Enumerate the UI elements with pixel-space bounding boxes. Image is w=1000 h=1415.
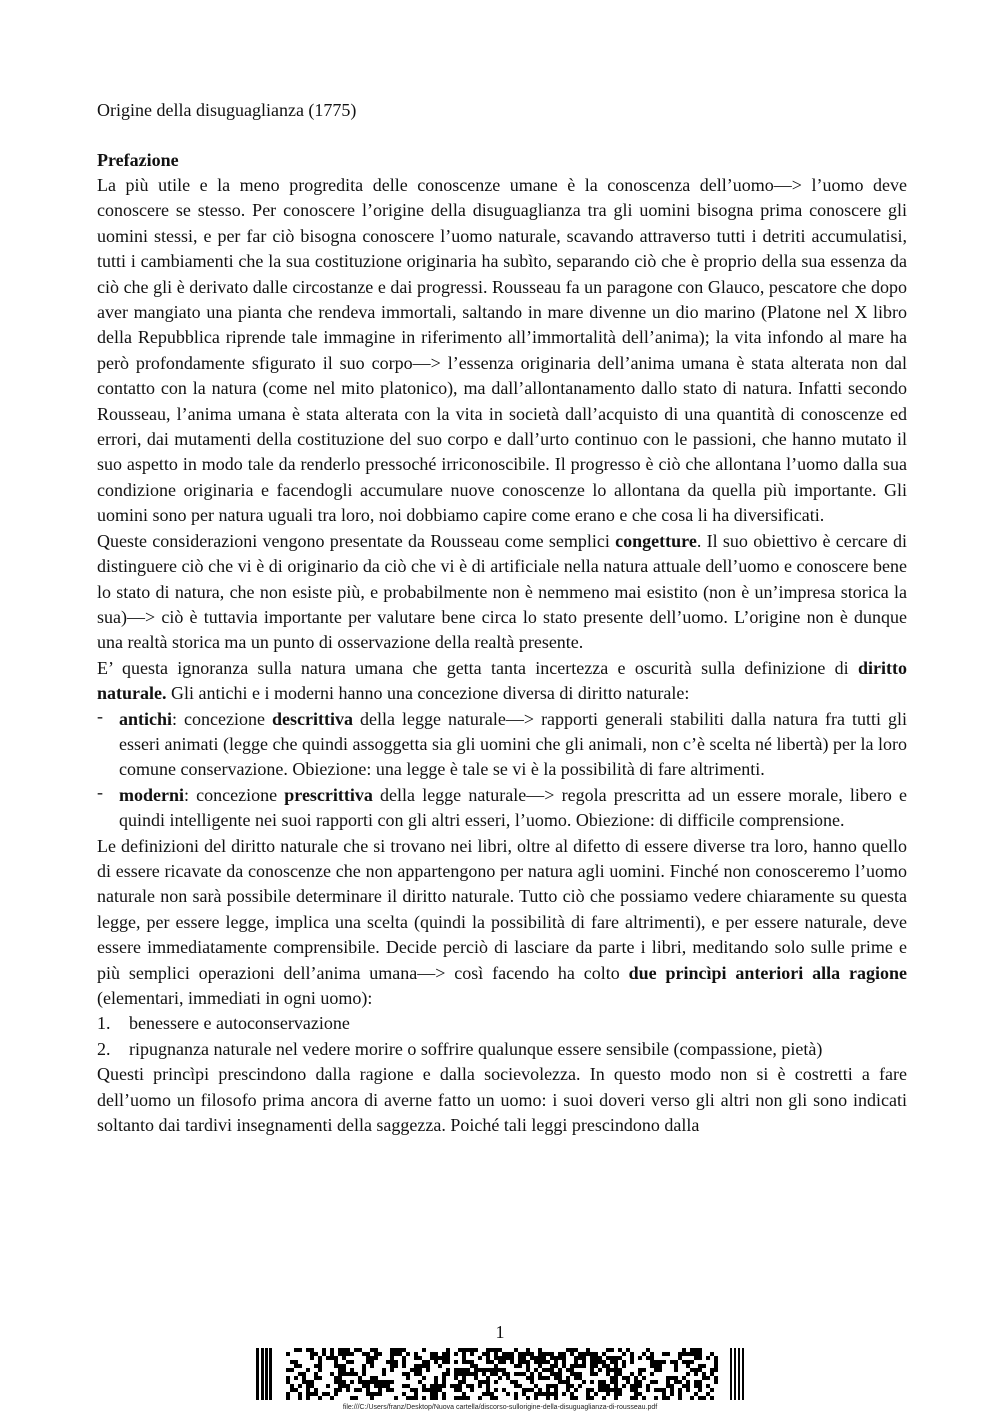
bold-term: due princìpi anteriori alla ragione	[628, 962, 907, 983]
list-item: 2. ripugnanza naturale nel vedere morire o soffrire qualunque essere sensibile (compassione, pietà)	[97, 1037, 907, 1062]
bold-term: diritto naturale.	[97, 657, 907, 704]
document-title: Origine della disuguaglianza (1775)	[97, 100, 357, 120]
bold-term: congetture	[615, 530, 697, 551]
paragraph-4: Le definizioni del diritto naturale che si trovano nei libri, oltre al difetto di essere diverse tra loro, hanno quello di essere ricavate da conoscenze che non appartengono per natura agli uomini. Finché non conosceremo l’uomo naturale non sarà possibile determinare il diritto naturale. Tutto ciò che possiamo vedere chiaramente su questa legge, per essere legge, implica una scelta (quindi la possibilità di fare altrimenti), e per essere naturale, deve essere immediatamente comprensibile. Decide perciò di lasciare da parte i libri, meditando solo sulle prime e più semplici operazioni dell’anima umana—> così facendo ha colto due princìpi anteriori alla ragione (elementari, immediati in ogni uomo):	[97, 835, 907, 1008]
paragraph-2: Queste considerazioni vengono presentate da Rousseau come semplici congetture. Il suo obiettivo è cercare di distinguere ciò che vi è di originario da ciò che vi è di artificiale nella natura attuale dell’uomo e conoscere bene lo stato di natura, che non esiste più, e probabilmente non è nemmeno mai esistito (non è un’impresa storica la sua)—> ciò è tuttavia importante per valutare bene circa lo stato presente dell’uomo. L’origine non è dunque una realtà storica ma un punto di osservazione della realtà presente.	[97, 530, 907, 653]
document-body	[97, 98, 907, 1138]
bullet-marker: -	[97, 781, 103, 802]
number-marker: 2.	[97, 1038, 111, 1059]
file-path-footer: file:///C:/Users/franz/Desktop/Nuova cartella/discorso-sullorigine-della-disuguaglianza-di-rousseau.pdf	[342, 1404, 658, 1411]
section-heading: Prefazione	[97, 150, 179, 170]
blank-line	[97, 123, 907, 148]
barcode-image	[256, 1348, 744, 1400]
bullet-marker: -	[97, 705, 103, 726]
paragraph-5: Questi princìpi prescindono dalla ragione e dalla socievolezza. In questo modo non si è costretti a fare dell’uomo un filosofo prima ancora di averne fatto un uomo: i suoi doveri verso gli altri non gli sono indicati soltanto dai tardivi insegnamenti della saggezza. Poiché tali leggi prescindono dalla	[97, 1064, 907, 1136]
list-item: 1. benessere e autoconservazione	[97, 1011, 907, 1036]
page-number: 1	[495, 1322, 505, 1342]
list-item: - moderni: concezione prescrittiva della legge naturale—> regola prescritta ad un essere morale, libero e quindi intelligente nei suoi rapporti con gli altri esseri, l’uomo. Obiezione: di difficile comprensione.	[97, 781, 907, 831]
number-marker: 1.	[97, 1013, 111, 1034]
list-item: - antichi: concezione descrittiva della legge naturale—> rapporti generali stabiliti dalla natura fra tutti gli esseri animati (legge che quindi assoggetta sia gli uomini che gli animali, non c’è scelta né libertà) per la loro comune conservazione. Obiezione: una legge è tale se vi è la possibilità di fare altrimenti.	[97, 705, 907, 780]
paragraph-1: La più utile e la meno progredita delle conoscenze umane è la conoscenza dell’uomo—> l’uomo deve conoscere se stesso. Per conoscere l’origine della disuguaglianza tra gli uomini bisogna prima conoscere gli uomini stessi, e per far ciò bisogna conoscere l’uomo naturale, scavando attraverso tutti i detriti accumulatisi, tutti i cambiamenti che la sua costituzione originaria ha subìto, separando ciò che è proprio della sua essenza da ciò che gli è derivato dalle circostanze e dai progressi. Rousseau fa un paragone con Glauco, pescatore che dopo aver mangiato una pianta che rendeva immortali, saltando in mare divenne un dio marino (Platone nel X libro della Repubblica riprende tale immagine in riferimento all’immortalità dell’anima); la vita infondo al mare ha però profondamente sfigurato il suo corpo—> l’essenza originaria dell’anima umana è stata alterata non dal contatto con la natura (come nel mito platonico), ma dall’allontanamento dallo stato di natura. Infatti secondo Rousseau, l’anima umana è stata alterata con la vita in società dall’acquisto di una quantità di conoscenze ed errori, dai mutamenti della costituzione del suo corpo e dall’urto continuo con le passioni, che hanno mutato il suo aspetto in modo tale da renderlo pressoché irriconoscibile. Il progresso è ciò che allontana l’uomo dalla sua condizione originaria e facendogli accumulare nuove conoscenze lo allontana da quella più importante. Gli uomini sono per natura uguali tra loro, noi dobbiamo capire come erano e che cosa li ha diversificati.	[97, 175, 907, 526]
numbered-list	[97, 1011, 907, 1062]
bullet-list	[97, 707, 907, 834]
paragraph-3: E’ questa ignoranza sulla natura umana che getta tanta incertezza e oscurità sulla definizione di diritto naturale. Gli antichi e i moderni hanno una concezione diversa di diritto naturale:	[97, 657, 907, 704]
